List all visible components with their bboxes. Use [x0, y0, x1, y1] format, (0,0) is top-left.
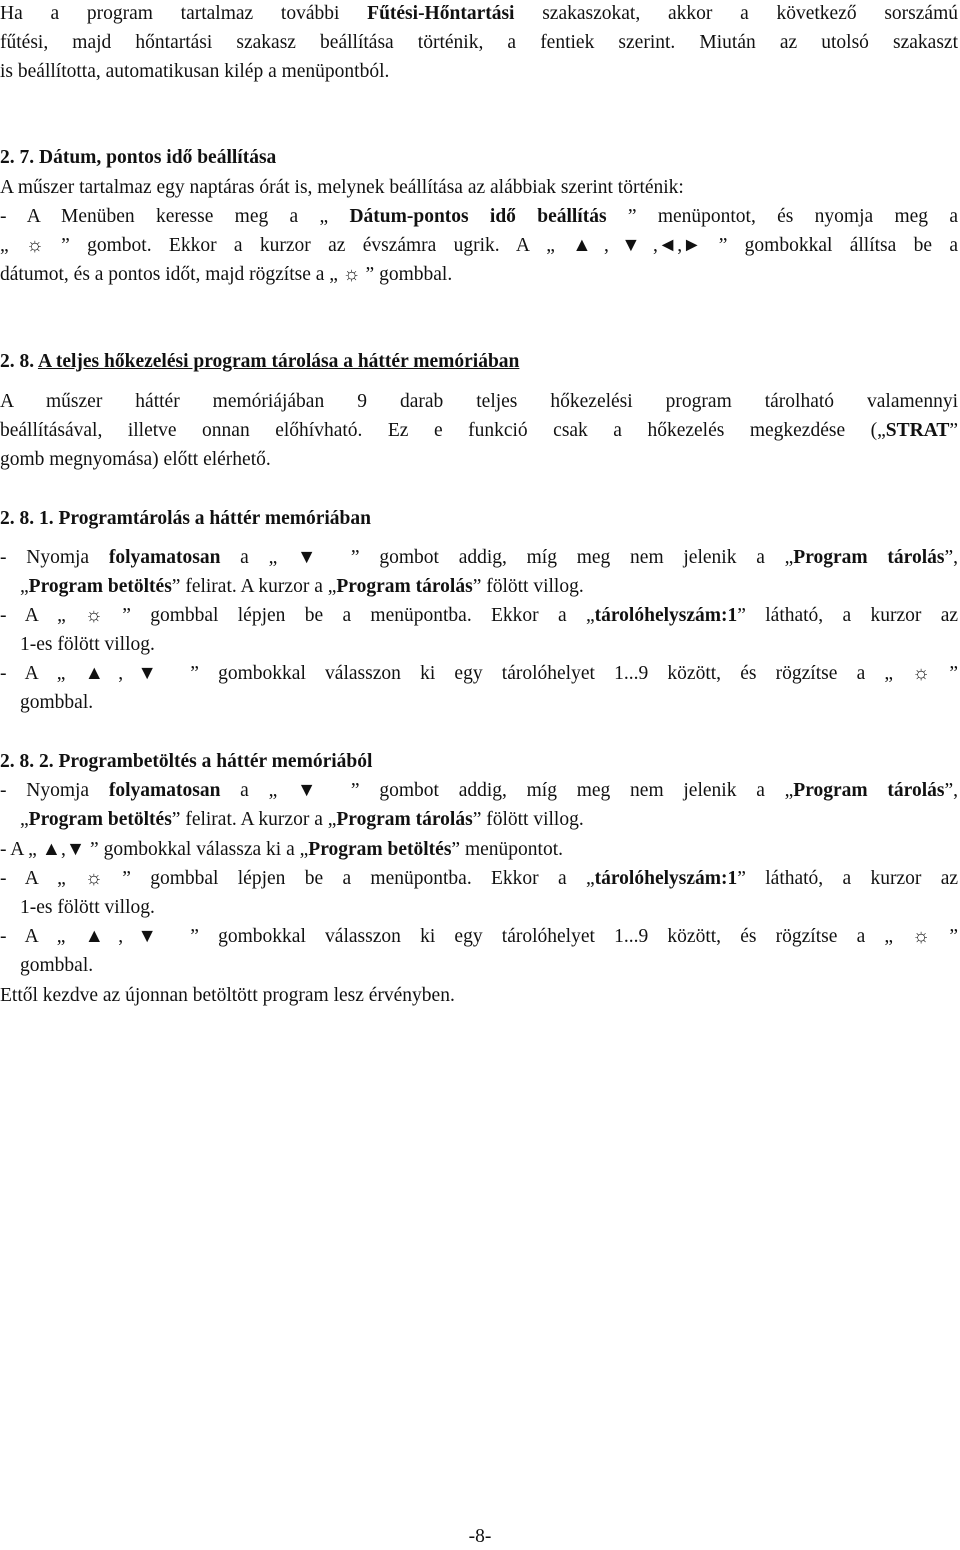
section-2-8-2-bullet-1-line-2 [20, 808, 584, 832]
section-2-8-1-bullet-1-line-2 [20, 575, 584, 599]
underlined-title: A teljes hőkezelési program tárolása a háttér memóriában [37, 351, 520, 372]
text-run: - Nyomja [0, 547, 109, 568]
section-2-7-line-2 [0, 205, 958, 229]
bold-term: STRAT [885, 420, 950, 441]
page-number: -8- [468, 1526, 492, 1547]
section-2-8-line-1: A műszer háttér memóriájában 9 darab teljes hőkezelési program tárolható valamennyi [0, 391, 958, 412]
section-2-8-1-bullet-3-line-1: - A „ ▲,▼ ” gombokkal válasszon ki egy tárolóhelyet 1...9 között, és rögzítse a „ ☼ ” [0, 663, 958, 684]
section-2-8-2-heading: 2. 8. 2. Programbetöltés a háttér memóriából [0, 751, 373, 772]
bold-term: Fűtési-Hőntartási [367, 3, 515, 24]
section-2-8-line-3: gomb megnyomása) előtt elérhető. [0, 449, 271, 470]
section-2-8-2-bullet-3-line-1 [0, 867, 958, 891]
bold-term: Dátum-pontos idő beállítás [349, 206, 607, 227]
section-2-8-line-2 [0, 419, 958, 443]
text-run: ” látható, a kurzor az [737, 605, 958, 626]
text-run: ”, [944, 780, 958, 801]
section-2-7-line-1: A műszer tartalmaz egy naptáras órát is, melynek beállítása az alábbiak szerint történik: [0, 177, 684, 198]
section-2-7-line-4: dátumot, és a pontos időt, majd rögzítse a „ ☼ ” gombbal. [0, 264, 453, 285]
text-run: a „ ▼ ” gombot addig, míg meg nem jelenik a „ [220, 547, 794, 568]
bold-term: Program betöltés [28, 576, 172, 597]
section-2-8-1-bullet-2-line-1 [0, 604, 958, 628]
bold-term: Program betöltés [28, 809, 172, 830]
section-number: 2. 8. [0, 351, 38, 372]
section-2-8-1-bullet-2-line-2: 1-es fölött villog. [20, 634, 155, 655]
text-run: ”, [944, 547, 958, 568]
section-2-8-2-bullet-1-line-1 [0, 779, 958, 803]
bold-term: Program tárolás [793, 780, 945, 801]
bold-term: tárolóhelyszám:1 [594, 868, 738, 889]
section-2-8-1-heading: 2. 8. 1. Programtárolás a háttér memóriában [0, 508, 371, 529]
section-2-7-line-3: „ ☼ ” gombot. Ekkor a kurzor az évszámra ugrik. A „ ▲,▼,◄,► ” gombokkal állítsa be a [0, 235, 958, 256]
text-run: ” felirat. A kurzor a „ [171, 576, 337, 597]
text-run: „ [20, 576, 29, 597]
section-2-7-heading: 2. 7. Dátum, pontos idő beállítása [0, 147, 277, 168]
text-run: ” [949, 420, 958, 441]
text-run: ” látható, a kurzor az [737, 868, 958, 889]
bold-term: Program tárolás [336, 576, 473, 597]
bold-term: folyamatosan [108, 547, 221, 568]
text-run: ” fölött villog. [472, 576, 584, 597]
text-run: a „ ▼ ” gombot addig, míg meg nem jelenik a „ [220, 780, 794, 801]
text-run: Ha a program tartalmaz további [0, 3, 368, 24]
text-run: ” menüpontot, és nyomja meg a [606, 206, 959, 227]
text-run: ” fölött villog. [472, 809, 584, 830]
section-2-8-heading [0, 350, 519, 374]
text-run: - Nyomja [0, 780, 109, 801]
bold-term: folyamatosan [108, 780, 221, 801]
section-2-8-2-bullet-2 [0, 838, 563, 862]
intro-line-1 [0, 2, 958, 26]
text-run: ” felirat. A kurzor a „ [171, 809, 337, 830]
bold-term: tárolóhelyszám:1 [594, 605, 738, 626]
section-2-8-2-bullet-3-line-2: 1-es fölött villog. [20, 897, 155, 918]
text-run: - A „ ☼ ” gombbal lépjen be a menüpontba. Ekkor a „ [0, 605, 595, 626]
text-run: „ [20, 809, 29, 830]
closing-sentence: Ettől kezdve az újonnan betöltött program lesz érvényben. [0, 985, 455, 1006]
section-2-8-2-bullet-4-line-2: gombbal. [20, 955, 94, 976]
text-run: beállításával, illetve onnan előhívható. Ez e funkció csak a hőkezelés megkezdése („ [0, 420, 886, 441]
bold-term: Program tárolás [793, 547, 945, 568]
text-run: - A „ ▲,▼ ” gombokkal válassza ki a „ [0, 839, 309, 860]
intro-line-2: fűtési, majd hőntartási szakasz beállítása történik, a fentiek szerint. Miután az utolsó szakaszt [0, 32, 958, 53]
text-run: szakaszokat, akkor a következő sorszámú [514, 3, 958, 24]
text-run: - A Menüben keresse meg a „ [0, 206, 350, 227]
text-run: - A „ ☼ ” gombbal lépjen be a menüpontba. Ekkor a „ [0, 868, 595, 889]
bold-term: Program betöltés [308, 839, 452, 860]
bold-term: Program tárolás [336, 809, 473, 830]
text-run: ” menüpontot. [451, 839, 563, 860]
section-2-8-2-bullet-4-line-1: - A „ ▲,▼ ” gombokkal válasszon ki egy tárolóhelyet 1...9 között, és rögzítse a „ ☼ ” [0, 926, 958, 947]
section-2-8-1-bullet-1-line-1 [0, 546, 958, 570]
intro-line-3: is beállította, automatikusan kilép a menüpontból. [0, 61, 390, 82]
section-2-8-1-bullet-3-line-2: gombbal. [20, 692, 94, 713]
